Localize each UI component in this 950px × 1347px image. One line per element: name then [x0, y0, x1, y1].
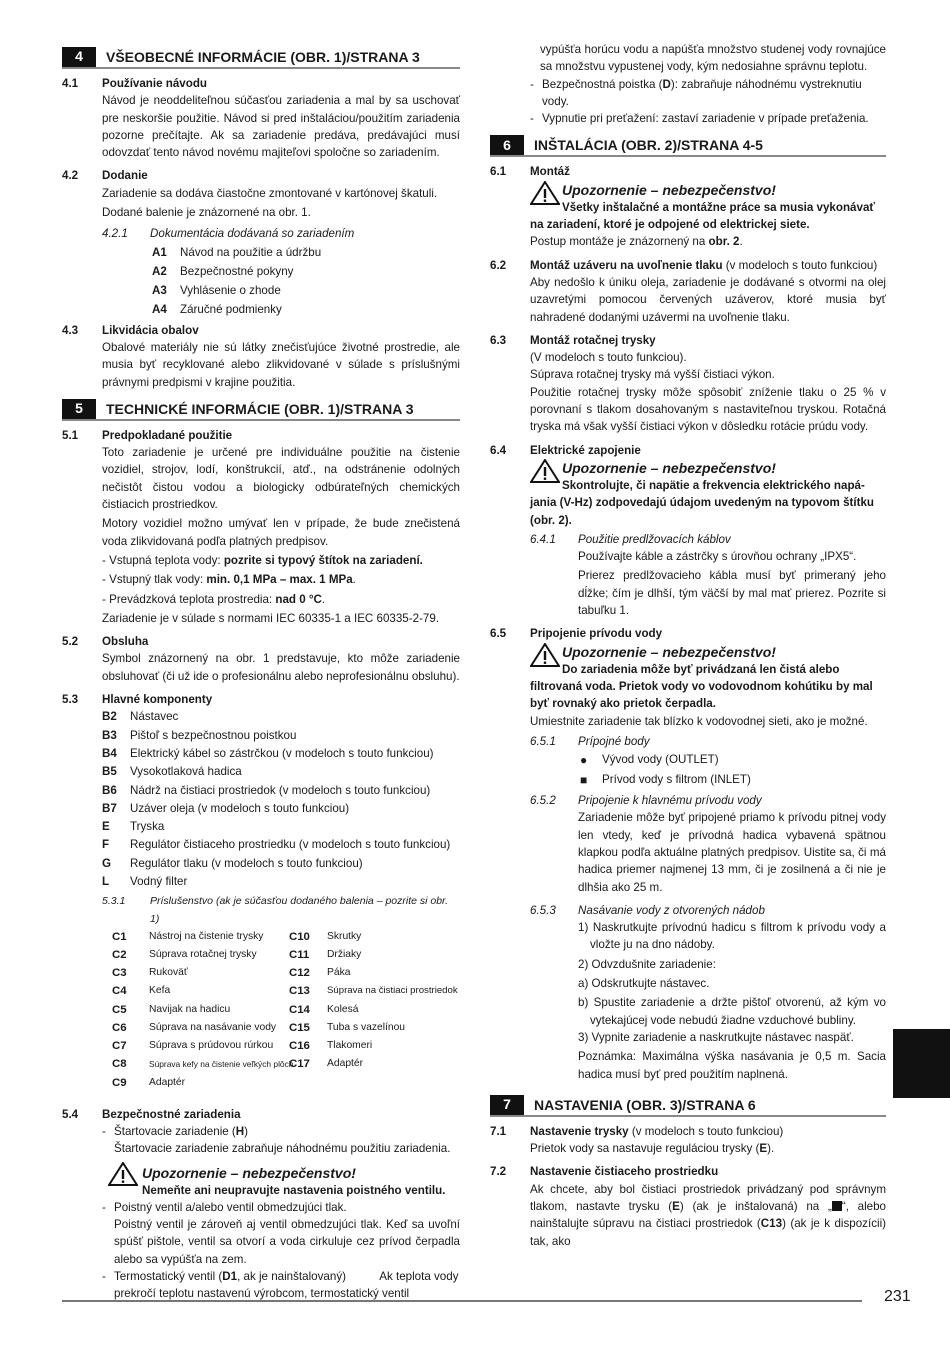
item-label: Rukoväť	[149, 967, 188, 979]
warning-block	[490, 181, 886, 234]
subsection-title: Používanie návodu	[102, 77, 208, 90]
subsubsection-number: 6.4.1	[530, 532, 556, 546]
text: - Vstupná teplota vody:	[102, 553, 224, 567]
text: Vypnutie pri preťažení: zastaví zariadenie v prípade preťaženia.	[542, 112, 869, 126]
subsubsection-title: Dokumentácia dodávaná so zariadením	[150, 227, 355, 241]
warning-title: Upozornenie – nebezpečenstvo!	[562, 459, 776, 476]
item-code: F	[102, 838, 110, 852]
warning-block	[490, 643, 886, 713]
paragraph	[62, 571, 460, 588]
list-item	[490, 750, 886, 770]
item-label: Nástavec	[130, 710, 179, 724]
section-title: INŠTALÁCIA (OBR. 2)/STRANA 4-5	[534, 137, 763, 154]
paragraph	[490, 1140, 886, 1157]
subsection-5-3	[62, 691, 460, 708]
item-code: A3	[152, 283, 167, 297]
item-label: Regulátor čistiaceho prostriedku (v modeloch s touto funkciou)	[130, 838, 451, 852]
section-number: 4	[62, 47, 96, 67]
text: Ak teplota vody prekročí teplotu nastavenú výrobcom, termostatický ventil	[114, 1270, 459, 1301]
section-title: NASTAVENIA (OBR. 3)/STRANA 6	[534, 1096, 756, 1113]
paragraph: Poistný ventil je zároveň aj ventil obmedzujúci tlak. Keď sa uvoľní spúšť pištole, ventil sa otvorí a voda cirkuluje cez prívod čerpadla alebo sa vypúšťa na zem.	[114, 1218, 460, 1266]
list-item	[62, 727, 460, 745]
item-label: Tlakomeri	[327, 1040, 373, 1052]
subsubsection-title: Pripojenie k hlavnému prívodu vody	[578, 794, 762, 808]
warning-text: na zariadení, ktoré je odpojené od elektrickej siete.	[530, 218, 810, 232]
subsection-number: 6.5	[490, 627, 507, 641]
subsubsection-number: 6.5.2	[530, 794, 556, 808]
list-item	[62, 855, 460, 873]
item-code: C5	[112, 1003, 127, 1016]
text-bold: nad 0 °C	[275, 592, 322, 606]
page-number: 231	[884, 1288, 911, 1305]
subsection-number: 6.1	[490, 165, 507, 179]
section-heading-7	[490, 1095, 886, 1117]
subsubsection-5-3-1	[62, 893, 460, 928]
subsection-7-1	[490, 1123, 886, 1140]
accessories-table	[62, 928, 460, 1092]
item-label: Tuba s vazelínou	[327, 1021, 406, 1033]
subsection-title: Likvidácia obalov	[102, 323, 199, 337]
item-code: A4	[152, 302, 167, 316]
paragraph: Použitie rotačnej trysky môže spôsobiť zníženie tlaku o 25 % v porovnaní s tlakom dosahovaným s nastaviteľnou tryskou. Rotačná tryska má však vyšší čistiaci výkon v dôsledku rotácie prúdu vody.	[530, 385, 886, 434]
text: ): zabraňuje náhodnému vystreknutiu vody.	[542, 77, 862, 108]
item-code: C14	[289, 1003, 310, 1016]
item-code: C9	[112, 1076, 127, 1089]
list-item	[490, 770, 886, 790]
text	[114, 1123, 248, 1140]
item-code: C16	[289, 1040, 310, 1053]
item-label: Elektrický kábel so zástrčkou (v modeloch s touto funkciou)	[130, 746, 434, 760]
item-label: Kefa	[149, 985, 171, 997]
text: Poistný ventil a/alebo ventil obmedzujúci tlak.	[114, 1200, 347, 1214]
subsection-title: Bezpečnostné zariadenia	[102, 1107, 241, 1121]
subsubsection-number: 5.3.1	[102, 895, 126, 908]
text	[542, 76, 886, 111]
text-bold: min. 0,1 MPa – max. 1 MPa	[206, 573, 353, 587]
item-label: Tryska	[130, 820, 165, 834]
text-bold: D1	[222, 1270, 238, 1284]
text: Vývod vody (OUTLET)	[602, 753, 719, 767]
item-code: C15	[289, 1021, 310, 1034]
item-code: C6	[112, 1021, 127, 1034]
paragraph: Štartovacie zariadenie zabraňuje náhodnému použitiu zariadenia.	[114, 1142, 451, 1156]
subsubsection-number: 4.2.1	[102, 227, 128, 241]
paragraph	[490, 233, 886, 250]
list-item: 2) Odvzdušnite zariadenie:	[578, 957, 716, 971]
subsection-title: Nastavenie čistiaceho prostriedku	[530, 1165, 719, 1179]
warning-text: Všetky inštalačné a montážne práce sa musia vykonávať	[562, 200, 875, 214]
text: (v modeloch s touto funkciou)	[628, 1124, 784, 1138]
warning-text: Do zariadenia môže byť privádzaná len čistá alebo	[562, 662, 840, 676]
components-list	[62, 708, 460, 891]
item-code: G	[102, 856, 112, 870]
subsubsection-number: 6.5.3	[530, 903, 556, 917]
paragraph: Zariadenie sa dodáva čiastočne zmontované v kartónovej škatuli.	[102, 186, 438, 200]
item-code: C8	[112, 1058, 127, 1071]
item-label: Súprava s prúdovou rúrkou	[149, 1040, 274, 1052]
subsection-number: 5.1	[62, 428, 79, 442]
item-code: C4	[112, 985, 127, 998]
paragraph: Umiestnite zariadenie tak blízko k vodovodnej sieti, ako je možné.	[530, 714, 868, 728]
item-label: Kolesá	[327, 1003, 359, 1015]
subsection-number: 4.2	[62, 169, 79, 183]
warning-text: jania (V-Hz) zodpovedajú údajom uvedeným na typovom štítku (obr. 2).	[530, 496, 874, 527]
item-code: C12	[289, 967, 310, 980]
subsection-number: 5.2	[62, 635, 79, 649]
paragraph: Obalové materiály nie sú látky znečisťujúce životné prostredie, ale musia byť recyklované alebo zlikvidované v súlade s príslušnými právnymi predpismi v krajine použitia.	[102, 340, 460, 389]
subsubsection-6-4-1	[490, 531, 886, 548]
list-item	[62, 708, 460, 726]
text-bold: pozrite si typový štítok na zariadení.	[223, 553, 423, 567]
item-label: Súprava na nasávanie vody	[149, 1021, 277, 1033]
subsection-number: 7.1	[490, 1124, 507, 1138]
warning-triangle-icon	[530, 459, 560, 483]
list-item	[62, 262, 460, 281]
section-heading-4	[62, 47, 460, 69]
subsection-5-1	[62, 427, 460, 444]
list-item	[62, 836, 460, 854]
list-item	[62, 243, 460, 262]
paragraph	[62, 552, 460, 569]
subsection-title: Montáž rotačnej trysky	[530, 333, 656, 347]
text-bold: D	[662, 77, 671, 91]
warning-text: Nemeňte ani neupravujte nastavenia poistného ventilu.	[142, 1183, 446, 1197]
item-label: Súprava rotačnej trysky	[149, 949, 257, 961]
subsection-title: Montáž	[530, 165, 570, 179]
item-code: B5	[102, 765, 117, 779]
subsection-4-1	[62, 75, 460, 92]
warning-text: Skontrolujte, či napätie a frekvencia elektrického napá-	[562, 478, 865, 492]
item-label: Nástroj na čistenie trysky	[149, 930, 264, 942]
item-code: B7	[102, 801, 117, 815]
paragraph: vypúšťa horúcu vodu a napúšťa množstvo studenej vody rovnajúce sa množstvu vypustenej vody, kým nedosiahne správnu teplotu.	[540, 43, 886, 74]
section-title: VŠEOBECNÉ INFORMÁCIE (OBR. 1)/STRANA 3	[106, 49, 420, 65]
paragraph: Zariadenie je v súlade s normami IEC 60335-1 a IEC 60335-2-79.	[102, 611, 440, 625]
subsubsection-title: Použitie predlžovacích káblov	[578, 532, 731, 546]
text: ) (ak je inštalovaná) na „	[679, 1200, 832, 1214]
item-code: A1	[152, 245, 167, 259]
subsubsection-number: 6.5.1	[530, 734, 556, 748]
text: Štartovacie zariadenie (	[114, 1125, 236, 1138]
paragraph: Zariadenie môže byť pripojené priamo k prívodu pitnej vody len vtedy, keď je prívodná hadica vybavená spätnou klapkou podľa aktuálne platných predpisov. Uistite sa, či má hadica priemer najmenej 13 mm, či je zosilnená a či nie je dlhšia ako 25 m.	[578, 811, 886, 894]
paragraph: Návod je neoddeliteľnou súčasťou zariadenia a mal by sa uschovať pre neskoršie použitie. Návod si pred inštaláciou/použitím zariadenia pozorne prečítajte. Ak sa zariadenie predáva, predávajúci musí odovzdať tento návod novému majiteľovi spoločne so zariadením.	[102, 94, 460, 160]
subsection-title: Obsluha	[102, 635, 149, 649]
section-heading-5	[62, 399, 460, 421]
list-item	[62, 763, 460, 781]
item-label: Adaptér	[149, 1076, 186, 1088]
item-label: Vyhlásenie o zhode	[180, 283, 281, 297]
subsubsection-6-5-3	[490, 902, 886, 919]
left-column	[62, 47, 460, 1303]
warning-triangle-icon	[108, 1162, 138, 1186]
warning-title: Upozornenie – nebezpečenstvo!	[562, 181, 776, 198]
item-label: Súprava na čistiaci prostriedok	[327, 985, 458, 997]
right-column	[490, 41, 886, 1250]
warning-title: Upozornenie – nebezpečenstvo!	[142, 1164, 356, 1181]
item-code: E	[102, 820, 110, 834]
text: .	[739, 235, 743, 249]
text-bold: E	[672, 1200, 680, 1214]
detergent-nozzle-icon	[832, 1201, 842, 1211]
paragraph: Poznámka: Maximálna výška nasávania je 0,5 m. Sacia hadica musí byť pred použitím naplnená.	[578, 1050, 886, 1081]
text: - Vstupný tlak vody:	[102, 573, 207, 587]
paragraph: Aby nedošlo k úniku oleja, zariadenie je dodávané s otvormi na olej uzavretými pomocou červených uzáverov, ktoré musia byť nahradené dodanými uzávermi na uvoľnenie tlaku.	[530, 275, 886, 324]
list-item	[62, 873, 460, 891]
item-label: Páka	[327, 967, 351, 979]
warning-triangle-icon	[530, 643, 560, 667]
paragraph: Prierez predlžovacieho kábla musí byť primeraný jeho dĺžke; čím je dlhší, tým väčší by mal mať prierez. Pozrite si tabuľku 1.	[578, 569, 886, 618]
warning-block	[62, 1164, 460, 1199]
documentation-list	[62, 243, 460, 319]
subsection-5-4	[62, 1106, 460, 1123]
item-label: Navijak na hadicu	[149, 1003, 231, 1015]
section-number: 7	[490, 1095, 524, 1115]
item-code: B3	[102, 728, 117, 742]
text: Ak chcete, aby bol čistiaci prostriedok privádzaný pod správnym tlakom, nastavte trysku (	[530, 1182, 886, 1214]
text: ) (ak je k dispozícii) tak, ako	[530, 1217, 887, 1248]
subsection-number: 6.3	[490, 333, 507, 347]
item-label: Návod na použitie a údržbu	[180, 245, 322, 259]
warning-text: filtrovaná voda. Prietok vody vo vodovodnom kohútiku by mal byť rovnaký ako prietok čerpadla.	[530, 679, 873, 711]
list-item	[62, 800, 460, 818]
item-label: Uzáver oleja (v modeloch s touto funkciou)	[130, 801, 350, 815]
item-code: C2	[112, 949, 127, 962]
list-item: - Bezpečnostná poistka (D): zabraňuje náhodnému vystreknutiu vody.	[490, 76, 886, 111]
filled-square-icon: ■	[580, 773, 588, 788]
text-bold: E	[759, 1142, 768, 1156]
subsection-5-2	[62, 633, 460, 650]
text: - Prevádzková teplota prostredia:	[102, 592, 276, 606]
subsection-number: 5.4	[62, 1107, 79, 1121]
paragraph: Používajte káble a zástrčky s úrovňou ochrany „IPX5“.	[578, 550, 857, 564]
text: ).	[767, 1142, 775, 1156]
subsubsection-title: Príslušenstvo (ak je súčasťou dodaného balenia – pozrite si obr. 1)	[150, 895, 449, 925]
paragraph: Súprava rotačnej trysky má vyšší čistiaci výkon.	[530, 368, 775, 382]
footer-rule	[62, 1300, 862, 1302]
subsection-4-3	[62, 322, 460, 339]
item-code: C1	[112, 930, 127, 943]
text: Prívod vody s filtrom (INLET)	[602, 773, 751, 787]
text: )	[244, 1125, 249, 1138]
item-code: C7	[112, 1040, 127, 1053]
item-code: C3	[112, 967, 127, 980]
list-item	[62, 281, 460, 300]
paragraph: Dodané balenie je znázornené na obr. 1.	[102, 206, 311, 220]
subsubsection-4-2-1	[62, 225, 460, 242]
subsection-4-2	[62, 167, 460, 184]
list-item: 3) Vypnite zariadenie a naskrutkujte nástavec naspäť.	[578, 1030, 854, 1044]
subsection-title: Predpokladané použitie	[102, 428, 233, 442]
paragraph	[62, 591, 460, 608]
list-item	[62, 745, 460, 763]
subsection-6-2	[490, 257, 886, 274]
list-item: - Poistný ventil a/alebo ventil obmedzujúci tlak.	[62, 1199, 460, 1216]
item-label: Skrutky	[327, 930, 362, 942]
list-item: b) Spustite zariadenie a držte pištoľ otvorenú, až kým vo vytekajúcej vode nebudú žiadne vzduchové bubliny.	[578, 996, 886, 1027]
text: Bezpečnostná poistka (	[542, 77, 663, 91]
text: .	[352, 573, 356, 587]
subsection-6-4	[490, 442, 886, 459]
item-label: Súprava kefy na čistenie veľkých plôch	[149, 1059, 294, 1070]
text: “, alebo nainštalujte súpravu na čistiaci prostriedok (	[530, 1200, 887, 1231]
item-code: C13	[289, 985, 310, 998]
list-item	[62, 818, 460, 836]
list-item	[62, 300, 460, 319]
section-number: 5	[62, 399, 96, 419]
item-code: L	[102, 874, 110, 888]
item-label: Záručné podmienky	[180, 302, 282, 316]
text: , ak je nainštalovaný)	[237, 1270, 346, 1284]
text: (v modeloch s touto funkciou)	[722, 258, 878, 272]
subsection-title: Nastavenie trysky	[530, 1124, 629, 1138]
warning-triangle-icon	[530, 181, 560, 205]
subsubsection-title: Nasávanie vody z otvorených nádob	[578, 903, 765, 917]
paragraph: (V modeloch s touto funkciou).	[530, 351, 687, 365]
item-code: C11	[289, 949, 310, 962]
list-item: - Štartovacie zariadenie (H)	[62, 1123, 460, 1140]
subsubsection-6-5-1	[490, 733, 886, 750]
subsection-number: 6.4	[490, 443, 507, 457]
subsection-title: Elektrické zapojenie	[530, 443, 641, 457]
text: Termostatický ventil (	[114, 1270, 223, 1284]
list-item	[62, 782, 460, 800]
list-item: - Termostatický ventil (D1, ak je nainštalovaný) Ak teplota vody prekročí teplotu nastavenú výrobcom, termostatický ventil	[62, 1268, 460, 1303]
subsubsection-6-5-2	[490, 792, 886, 809]
subsection-number: 4.1	[62, 77, 79, 90]
subsection-number: 7.2	[490, 1165, 507, 1179]
subsection-title: Montáž uzáveru na uvoľnenie tlaku	[530, 258, 723, 272]
subsection-title: Pripojenie prívodu vody	[530, 627, 663, 641]
list-item: 1) Naskrutkujte prívodnú hadicu s filtrom k prívodu vody a vložte ju na dno nádoby.	[578, 921, 886, 952]
list-item: - Vypnutie pri preťažení: zastaví zariadenie v prípade preťaženia.	[490, 110, 886, 127]
subsection-title: Dodanie	[102, 169, 148, 183]
text: .	[321, 592, 326, 606]
item-code: B6	[102, 783, 117, 797]
text-bold: C13	[760, 1217, 783, 1231]
section-number: 6	[490, 135, 524, 155]
item-code: C10	[289, 930, 310, 943]
text: Postup montáže je znázornený na	[530, 235, 709, 249]
subsection-title: Hlavné komponenty	[102, 693, 213, 707]
text-bold: obr. 2	[708, 235, 740, 249]
text: Prietok vody sa nastavuje reguláciou trysky (	[530, 1142, 760, 1156]
item-label: Vysokotlaková hadica	[130, 765, 242, 779]
item-label: Adaptér	[327, 1058, 364, 1070]
item-label: Vodný filter	[130, 874, 188, 888]
item-label: Pištoľ s bezpečnostnou poistkou	[130, 728, 297, 742]
section-tab-marker	[893, 1029, 950, 1098]
subsection-7-2	[490, 1163, 886, 1180]
item-code: A2	[152, 264, 167, 278]
item-label: Nádrž na čistiaci prostriedok (v modeloch s touto funkciou)	[130, 783, 431, 797]
subsection-6-1	[490, 163, 886, 180]
paragraph: Motory vozidiel možno umývať len v prípade, že bude znečistená voda zlikvidovaná podľa platných predpisov.	[102, 517, 460, 548]
text-bold: H	[235, 1125, 245, 1138]
section-heading-6	[490, 135, 886, 157]
section-title: TECHNICKÉ INFORMÁCIE (OBR. 1)/STRANA 3	[106, 400, 414, 417]
item-label: Držiaky	[327, 949, 362, 961]
subsection-6-5	[490, 625, 886, 642]
subsection-number: 5.3	[62, 693, 79, 707]
filled-circle-icon: ●	[580, 753, 588, 768]
item-label: Bezpečnostné pokyny	[180, 264, 294, 278]
paragraph	[490, 1181, 886, 1250]
text	[114, 1268, 460, 1303]
subsubsection-title: Prípojné body	[578, 734, 650, 748]
list-item: a) Odskrutkujte nástavec.	[578, 977, 710, 991]
item-label: Regulátor tlaku (v modeloch s touto funkciou)	[130, 856, 363, 870]
item-code: B4	[102, 746, 117, 760]
warning-title: Upozornenie – nebezpečenstvo!	[562, 643, 776, 660]
paragraph: Toto zariadenie je určené pre individuálne použitie na čistenie vozidiel, strojov, lodí, konštrukcií, atď., na odstránenie odolných nečistôt čistou vodou a biologicky odbúrateľných chemických čistiacich prostriedkov.	[102, 446, 460, 512]
paragraph: Symbol znázornený na obr. 1 predstavuje, kto môže zariadenie obsluhovať (či už ide o profesionálnu alebo neprofesionálnu obsluhu).	[102, 652, 460, 683]
subsection-number: 4.3	[62, 323, 79, 337]
subsection-number: 6.2	[490, 258, 507, 272]
item-code: B2	[102, 710, 117, 724]
item-code: C17	[289, 1058, 310, 1071]
subsection-6-3	[490, 332, 886, 349]
warning-block	[490, 459, 886, 529]
